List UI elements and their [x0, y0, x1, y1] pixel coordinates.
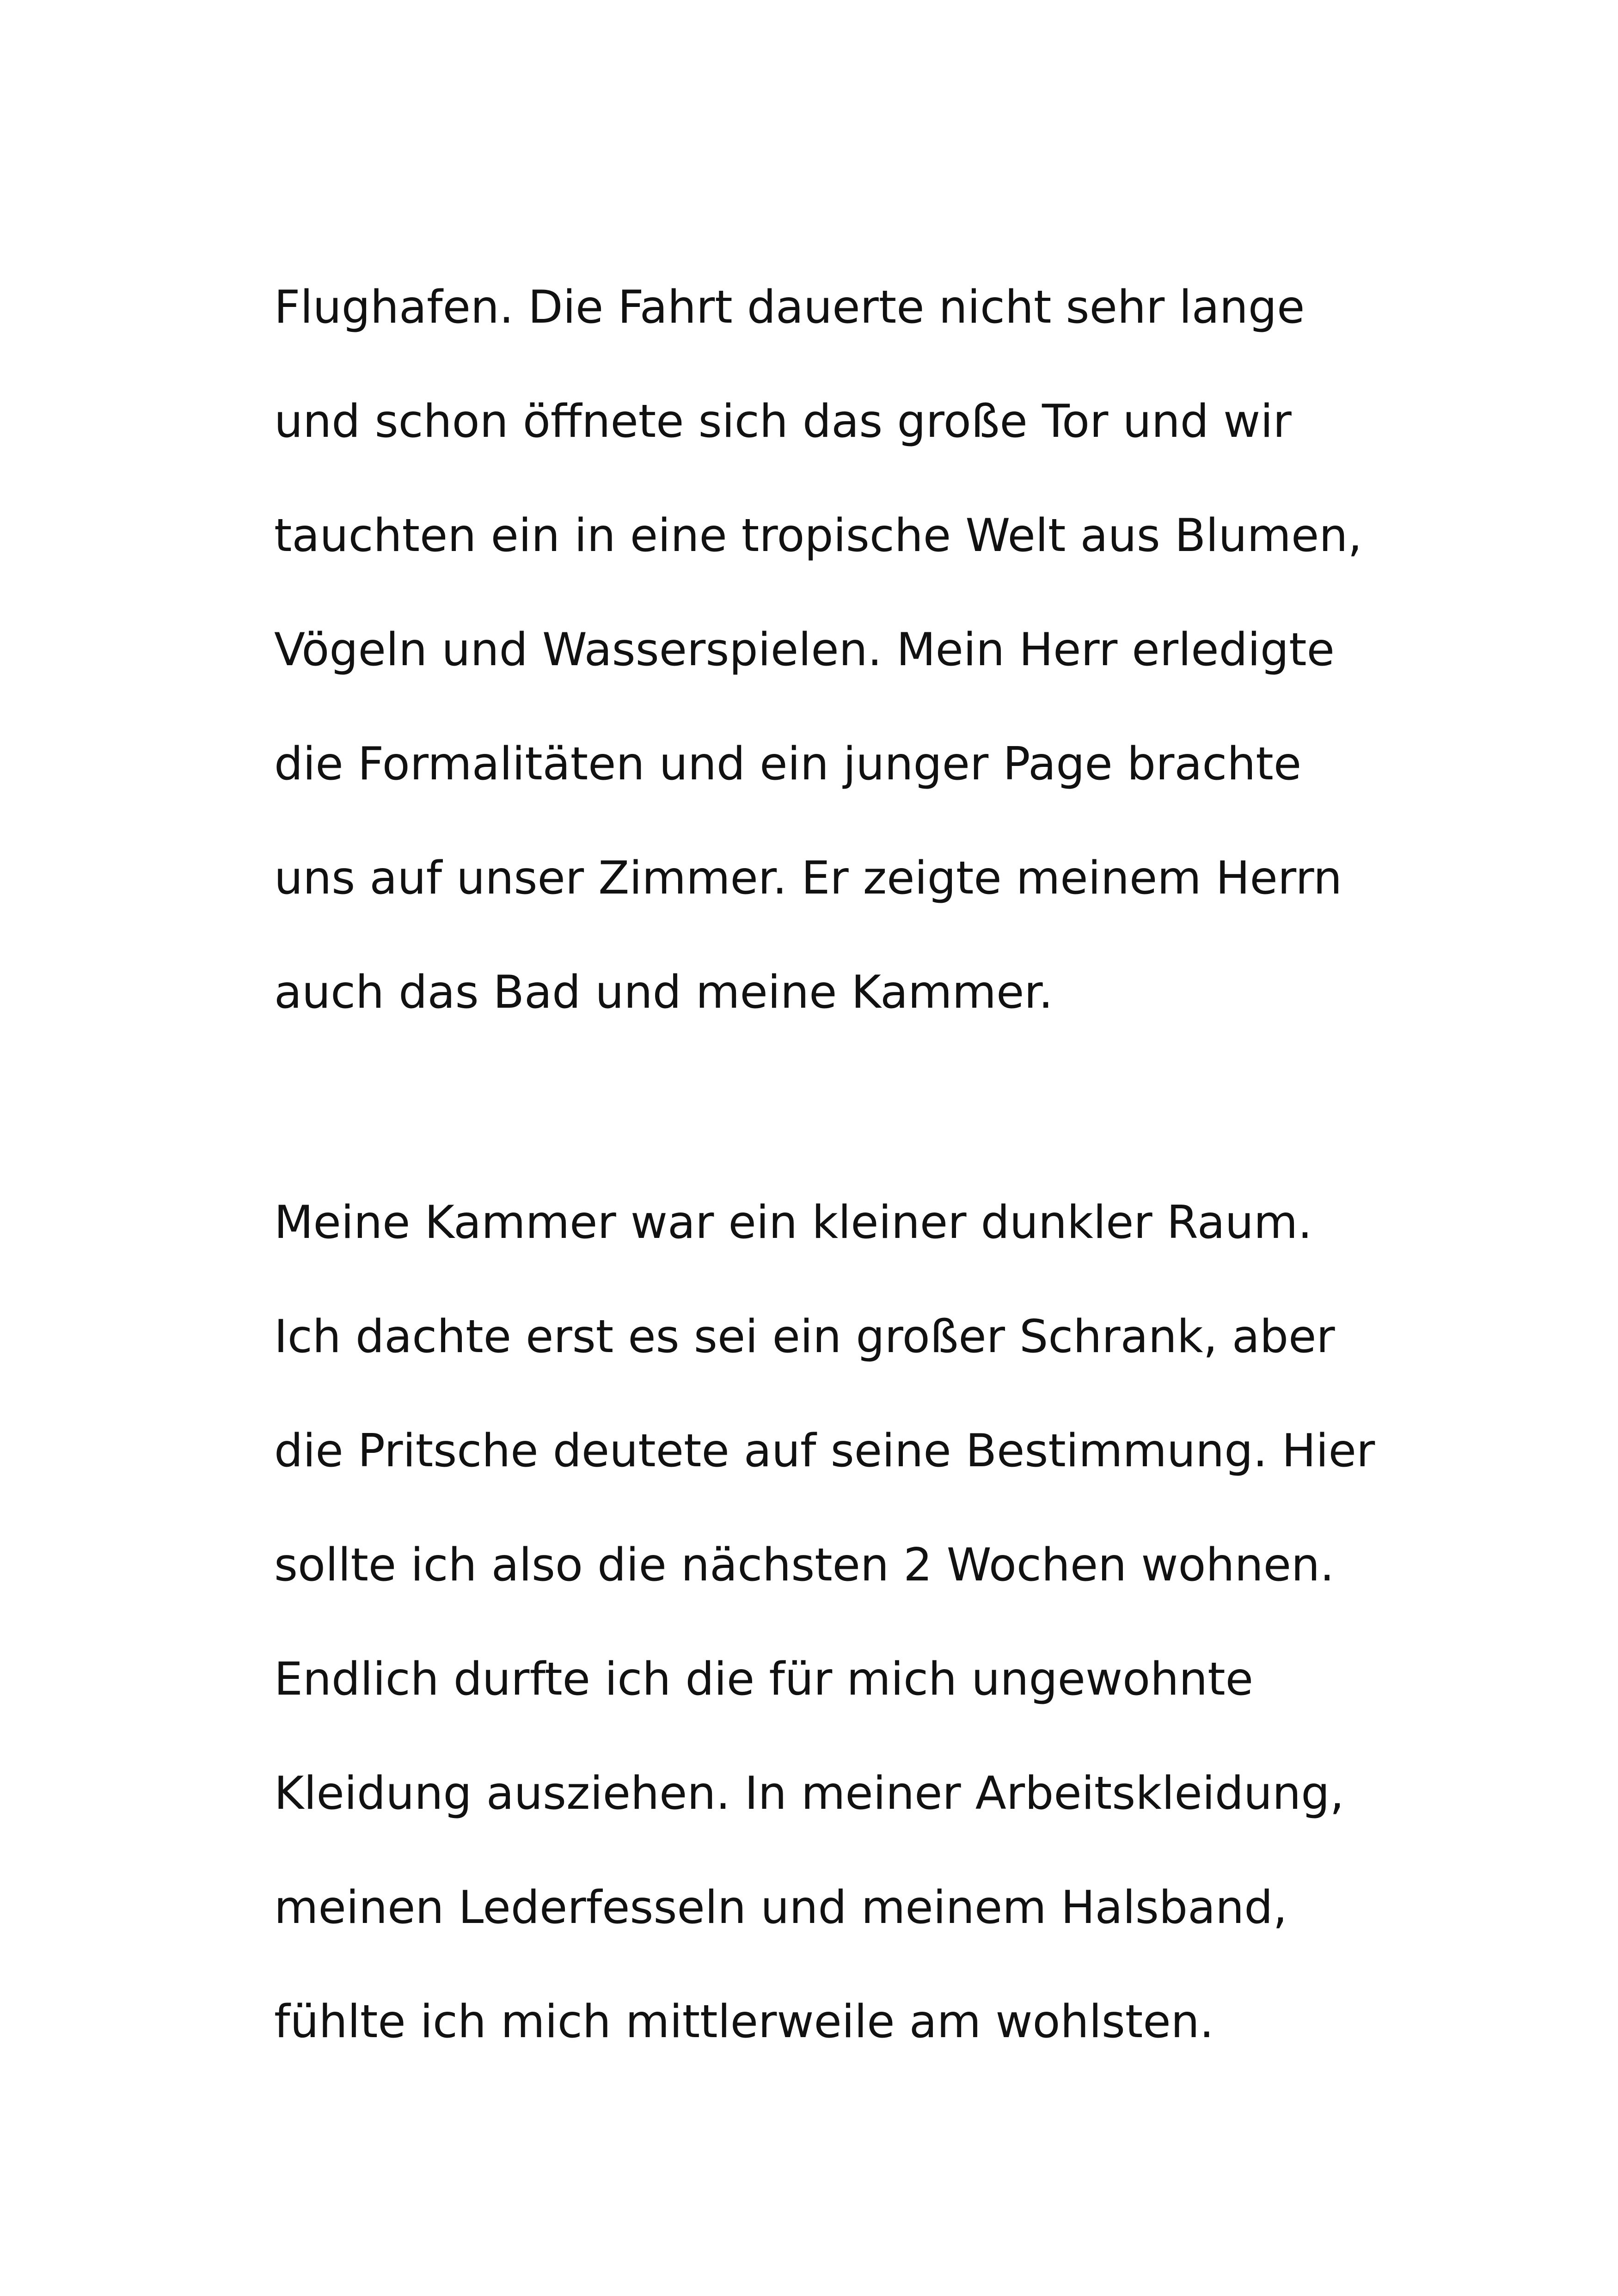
- text-line: Vögeln und Wasserspielen. Mein Herr erledigte: [274, 624, 1335, 676]
- text-line: die Pritsche deutete auf seine Bestimmung. Hier: [274, 1425, 1375, 1477]
- text-line: meinen Lederfesseln und meinem Halsband,: [274, 1881, 1287, 1934]
- text-line: tauchten ein in eine tropische Welt aus Blumen,: [274, 509, 1362, 562]
- text-line: und schon öffnete sich das große Tor und wir: [274, 395, 1292, 448]
- paragraph-2: [274, 1193, 1407, 2106]
- text-line: Endlich durfte ich die für mich ungewohnte: [274, 1653, 1254, 1706]
- text-line: Meine Kammer war ein kleiner dunkler Raum.: [274, 1196, 1312, 1249]
- text-line: Ich dachte erst es sei ein großer Schrank, aber: [274, 1310, 1335, 1363]
- text-line: auch das Bad und meine Kammer.: [274, 966, 1053, 1019]
- text-line: Kleidung ausziehen. In meiner Arbeitskleidung,: [274, 1767, 1344, 1820]
- text-line: die Formalitäten und ein junger Page brachte: [274, 738, 1302, 790]
- text-line: fühlte ich mich mittlerweile am wohlsten.: [274, 1996, 1214, 2048]
- text-line: uns auf unser Zimmer. Er zeigte meinem Herrn: [274, 852, 1342, 905]
- text-line: sollte ich also die nächsten 2 Wochen wohnen.: [274, 1539, 1335, 1592]
- text-line: Flughafen. Die Fahrt dauerte nicht sehr lange: [274, 281, 1305, 334]
- paragraph-1: [274, 277, 1407, 1077]
